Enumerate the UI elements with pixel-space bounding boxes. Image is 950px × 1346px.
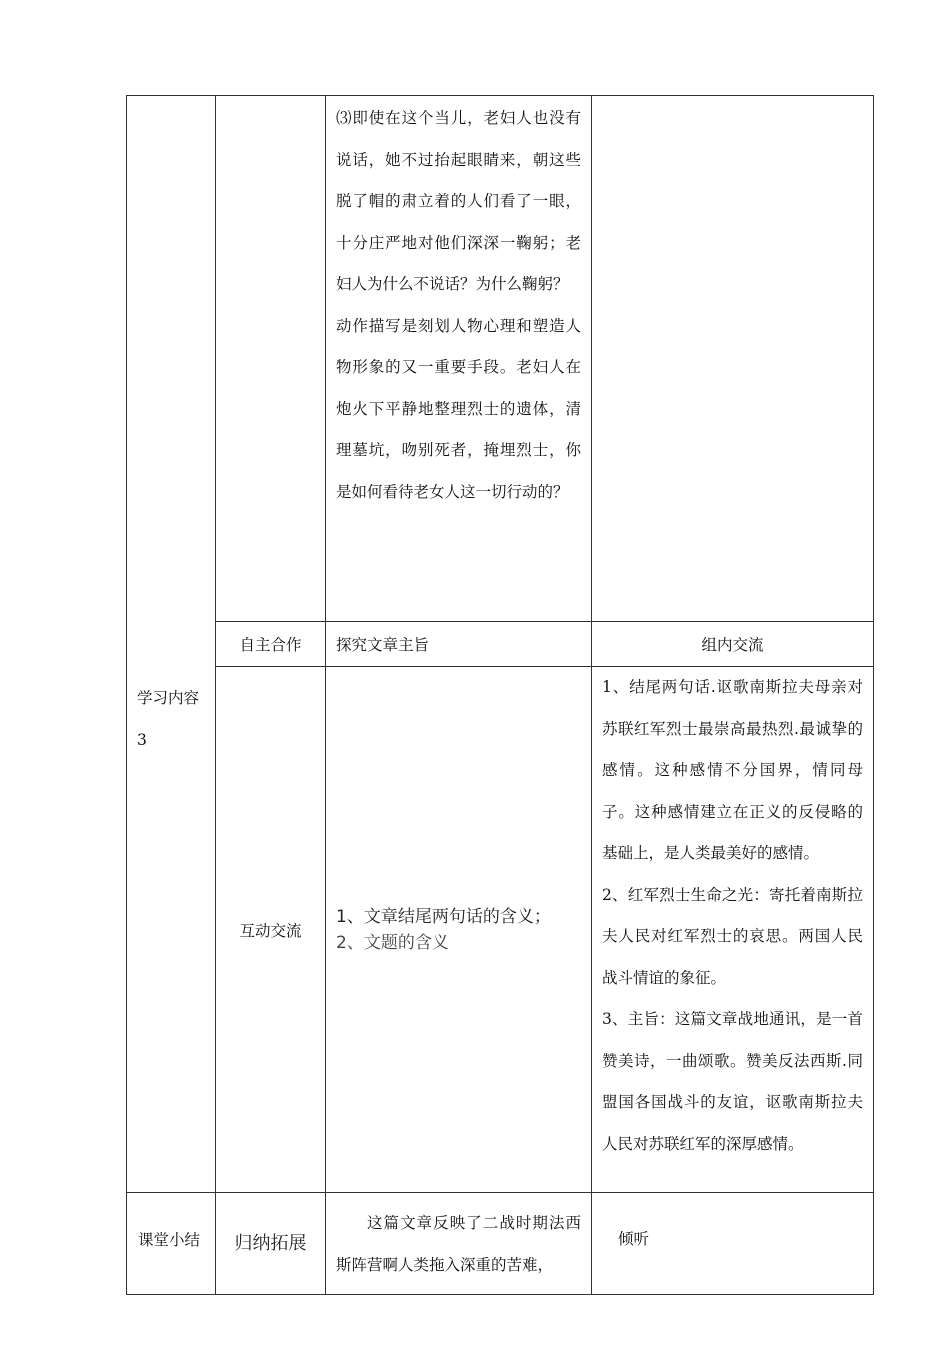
- activity-label: 组内交流: [701, 636, 764, 654]
- question-text: ⑶即使在这个当儿，老妇人也没有说话，她不过抬起眼睛来，朝这些脱了帽的肃立着的人们看了一眼，十分庄严地对他们深深一鞠躬；老妇人为什么不说话？为什么鞠躬？: [336, 109, 581, 293]
- summary-text: 这篇文章反映了二战时期法西斯阵营啊人类拖入深重的苦难，: [336, 1214, 581, 1274]
- row-questions: [127, 96, 874, 622]
- mode-cell: [216, 622, 326, 667]
- question-cell: [326, 96, 592, 622]
- mode-label: 互动交流: [239, 921, 302, 940]
- empty-cell: [592, 96, 874, 622]
- summary-label: 课堂小结: [138, 1231, 201, 1249]
- topic-label: 探究文章主旨: [336, 636, 430, 654]
- mode-cell: [216, 667, 326, 1193]
- prompt-line-2: 2、文题的含义: [336, 932, 449, 953]
- answer-paragraph-3: 3、主旨：这篇文章战地通讯，是一首赞美诗，一曲颂歌。赞美反法西斯.同盟国各国战斗的友谊，讴歌南斯拉夫人民对苏联红军的深厚感情。: [602, 1010, 863, 1153]
- prompt-cell: [326, 667, 592, 1193]
- empty-cell: [216, 96, 326, 622]
- row-summary: [127, 1193, 874, 1295]
- section-label-cell: [127, 96, 216, 1193]
- section-label-line1: 学习内容: [137, 689, 200, 707]
- summary-label-cell: [127, 1193, 216, 1295]
- section-label-line2: 3: [137, 731, 147, 749]
- answer-cell: [592, 667, 874, 1193]
- answer-paragraph-2: 2、红军烈士生命之光：寄托着南斯拉夫人民对红军烈士的哀思。两国人民战斗情谊的象征。: [602, 885, 863, 987]
- row-headers: [127, 622, 874, 667]
- row-discussion: [127, 667, 874, 1193]
- summary-activity-cell: [592, 1193, 874, 1295]
- prompt-line-1: 1、文章结尾两句话的含义；: [336, 906, 551, 927]
- answer-paragraph-1: 1、结尾两句话.讴歌南斯拉夫母亲对苏联红军烈士最崇高最热烈.最诚挚的感情。这种感情不分国界，情同母子。这种感情建立在正义的反侵略的基础上，是人类最美好的感情。: [602, 678, 863, 862]
- topic-cell: [326, 622, 592, 667]
- mode-label: 自主合作: [239, 636, 302, 654]
- summary-mode-cell: [216, 1193, 326, 1295]
- summary-mode-label: 归纳拓展: [234, 1233, 307, 1254]
- activity-cell: [592, 622, 874, 667]
- lesson-plan-table: [126, 95, 874, 1295]
- summary-text-cell: [326, 1193, 592, 1295]
- summary-activity-label: 倾听: [618, 1230, 650, 1248]
- action-text: 动作描写是刻划人物心理和塑造人物形象的又一重要手段。老妇人在炮火下平静地整理烈士的遗体，清理墓坑，吻别死者，掩埋烈士，你是如何看待老女人这一切行动的？: [336, 316, 581, 501]
